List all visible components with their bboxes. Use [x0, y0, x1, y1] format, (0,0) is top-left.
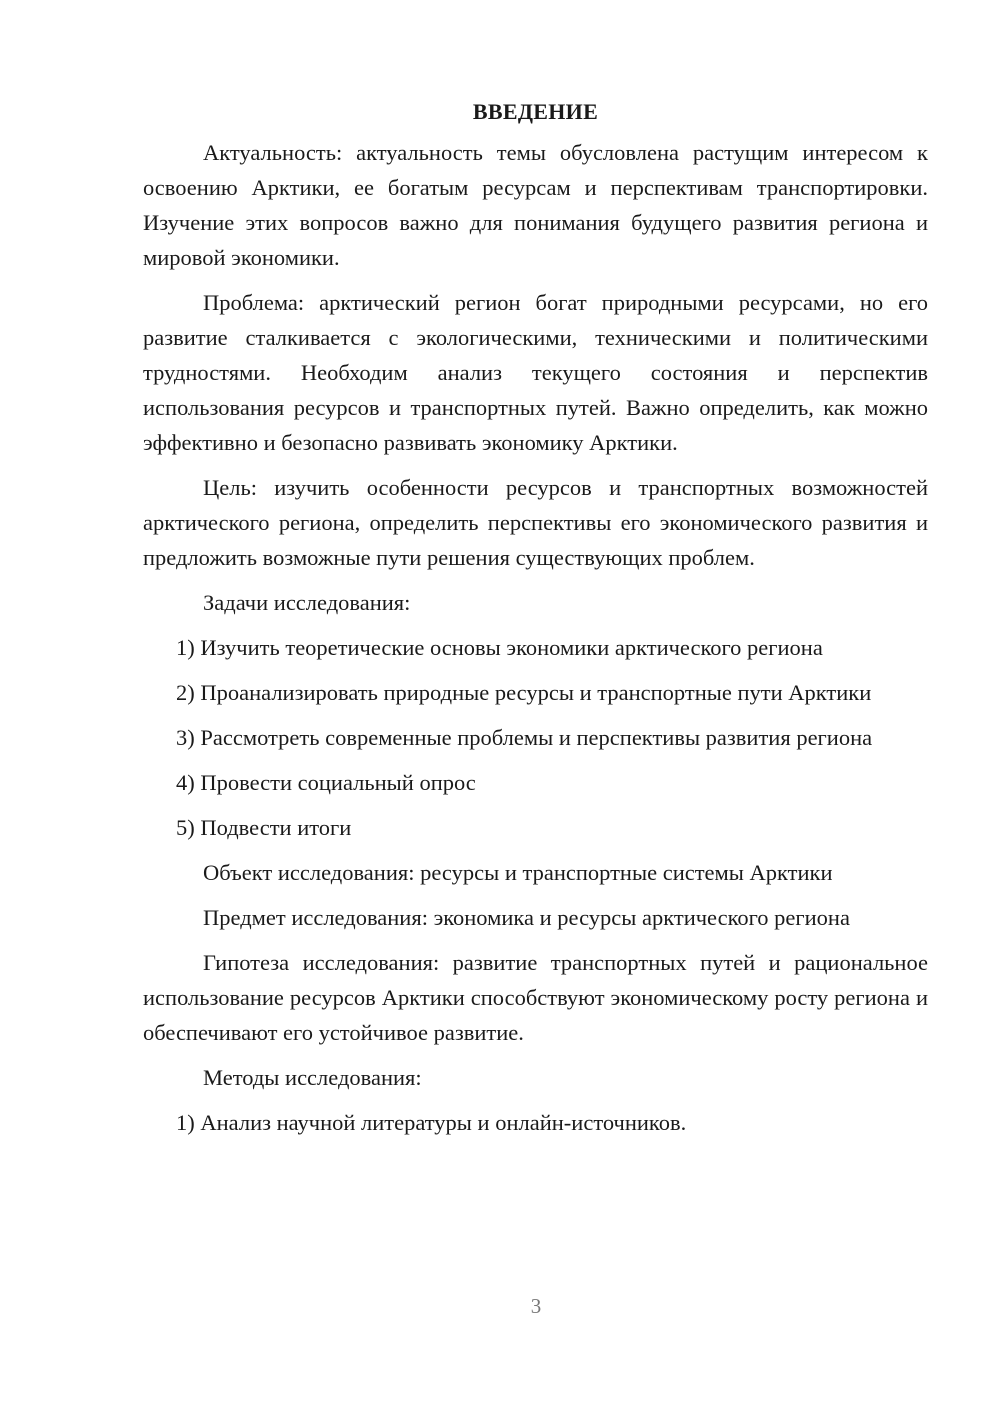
task-item-2: 2) Проанализировать природные ресурсы и транспортные пути Арктики	[176, 680, 872, 705]
task-item-1: 1) Изучить теоретические основы экономики арктического региона	[176, 635, 823, 660]
task-item-3: 3) Рассмотреть современные проблемы и перспективы развития региона	[176, 725, 873, 750]
task-item-5: 5) Подвести итоги	[176, 815, 352, 840]
page-title: ВВЕДЕНИЕ	[472, 99, 599, 124]
problem-paragraph: Проблема: арктический регион богат природными ресурсами, но его развитие сталкивается с экологическими, техническими и политическими трудностями. Необходим анализ текущего состояния и перспектив использования ресурсов и транспортных путей. Важно определить, как можно эффективно и безопасно развивать экономику Арктики.	[143, 290, 928, 455]
hypothesis-paragraph: Гипотеза исследования: развитие транспортных путей и рациональное использование ресурсов Арктики способствуют экономическому росту региона и обеспечивают его устойчивое развитие.	[143, 950, 928, 1045]
page-number: 3	[530, 1294, 542, 1318]
relevance-paragraph: Актуальность: актуальность темы обусловлена растущим интересом к освоению Арктики, ее богатым ресурсам и перспективам транспортировки. Изучение этих вопросов важно для понимания будущего развития региона и мировой экономики.	[143, 140, 928, 270]
task-item-4: 4) Провести социальный опрос	[176, 770, 476, 795]
tasks-heading: Задачи исследования:	[203, 590, 411, 615]
object-paragraph: Объект исследования: ресурсы и транспортные системы Арктики	[203, 860, 833, 885]
method-item-1: 1) Анализ научной литературы и онлайн-источников.	[176, 1110, 687, 1135]
page-content	[143, 94, 928, 1140]
goal-paragraph: Цель: изучить особенности ресурсов и транспортных возможностей арктического региона, определить перспективы его экономического развития и предложить возможные пути решения существующих проблем.	[143, 475, 928, 570]
subject-paragraph: Предмет исследования: экономика и ресурсы арктического региона	[203, 905, 850, 930]
methods-heading: Методы исследования:	[203, 1065, 422, 1090]
